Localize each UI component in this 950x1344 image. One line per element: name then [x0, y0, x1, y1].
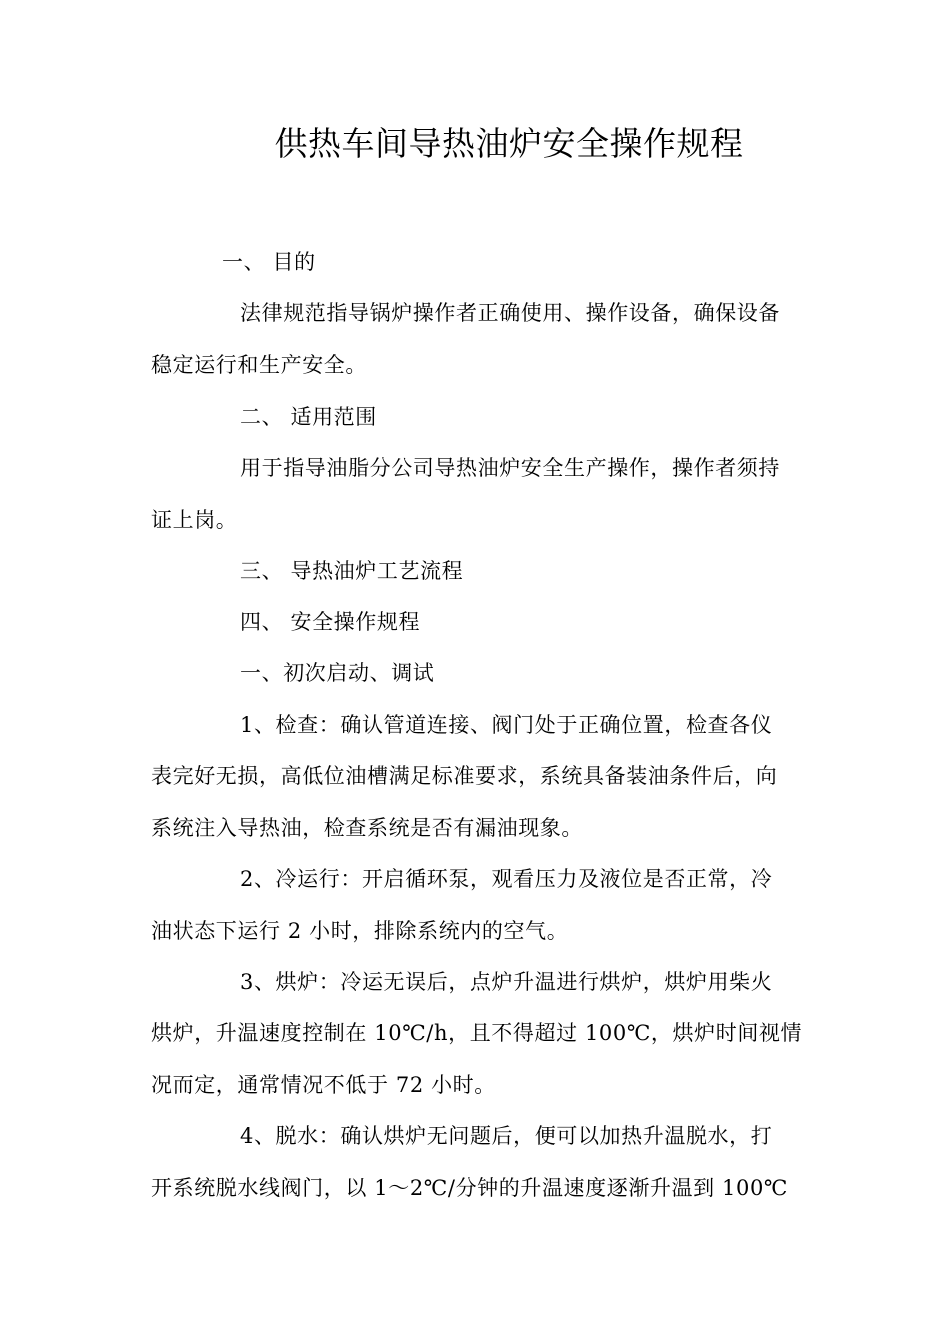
paragraph-line: 况而定，通常情况不低于 72 小时。 — [151, 1073, 496, 1097]
paragraph-line: 用于指导油脂分公司导热油炉安全生产操作，操作者须持 — [240, 456, 780, 480]
paragraph-line: 烘炉，升温速度控制在 10℃/h，且不得超过 100℃，烘炉时间视情 — [151, 1021, 803, 1045]
paragraph-line: 4、脱水：确认烘炉无问题后，便可以加热升温脱水，打 — [240, 1124, 773, 1148]
section-heading-process: 三、 导热油炉工艺流程 — [240, 559, 464, 583]
paragraph-line: 1、检查：确认管道连接、阀门处于正确位置，检查各仪 — [240, 713, 773, 737]
paragraph-line: 稳定运行和生产安全。 — [151, 353, 367, 377]
paragraph-line: 证上岗。 — [151, 508, 238, 532]
section-heading-safety: 四、 安全操作规程 — [240, 610, 421, 634]
paragraph-line: 油状态下运行 2 小时，排除系统内的空气。 — [151, 919, 569, 943]
section-heading-scope: 二、 适用范围 — [240, 405, 377, 429]
subsection-heading: 一、初次启动、调试 — [240, 661, 435, 685]
paragraph-line: 3、烘炉：冷运无误后，点炉升温进行烘炉，烘炉用柴火 — [240, 970, 773, 994]
paragraph-line: 表完好无损，高低位油槽满足标准要求，系统具备装油条件后，向 — [151, 764, 778, 788]
paragraph-line: 开系统脱水线阀门，以 1～2℃/分钟的升温速度逐渐升温到 100℃ — [151, 1176, 789, 1200]
paragraph-line: 法律规范指导锅炉操作者正确使用、操作设备，确保设备 — [240, 301, 780, 325]
section-heading-purpose: 一、 目的 — [222, 250, 316, 274]
paragraph-line: 系统注入导热油，检查系统是否有漏油现象。 — [151, 816, 583, 840]
document-title: 供热车间导热油炉安全操作规程 — [274, 124, 744, 163]
paragraph-line: 2、冷运行：开启循环泵，观看压力及液位是否正常，冷 — [240, 867, 773, 891]
